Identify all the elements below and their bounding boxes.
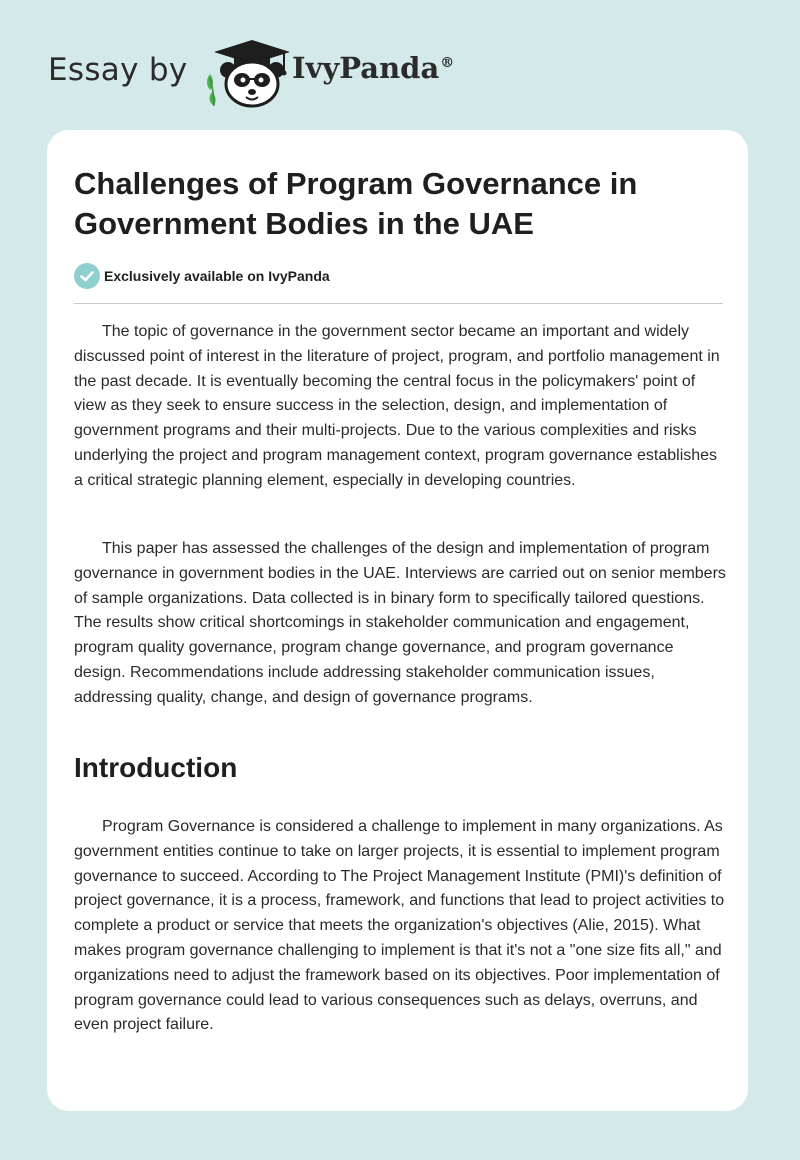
brand-header[interactable]	[48, 34, 568, 114]
brand-name	[292, 51, 454, 85]
article-title: Challenges of Program Governance in Government Bodies in the UAE	[74, 166, 638, 241]
brand-name-text: IvyPanda	[292, 51, 440, 85]
badge-label: Exclusively available on IvyPanda	[104, 268, 330, 284]
article-card	[47, 130, 748, 1111]
section-heading-introduction: Introduction	[74, 752, 238, 783]
divider	[74, 303, 723, 304]
ivypanda-logo-icon	[200, 34, 300, 110]
paragraph-introduction: Program Governance is considered a challenge to implement in many organizations. As government entities continue to take on larger projects, it is essential to implement program governance to succeed. According to The Project Management Institute (PMI)'s definition of project governance, it is a process, framework, and functions that lead to project activities to complete a product or service that meets the organization's objectives (Alie, 2015). What makes program governance challenging to implement is that it's not a "one size fits all," and organizations need to adjust the framework based on its objectives. Poor implementation of program governance could lead to various consequences such as delays, overruns, and even project failure.	[74, 818, 725, 1034]
paragraph-abstract-2: This paper has assessed the challenges of the design and implementation of program governance in government bodies in the UAE. Interviews are carried out on senior members of sample organizations. Data collected is in binary form to specifically tailored questions. The results show critical shortcomings in stakeholder communication and engagement, program quality governance, program change governance, and program governance design. Recommendations include addressing stakeholder communication issues, addressing quality, change, and design of governance programs.	[74, 540, 726, 706]
checkmark-icon	[74, 263, 100, 289]
brand-prefix: Essay by	[48, 52, 188, 88]
registered-mark: ®	[440, 55, 455, 72]
paragraph-abstract-1: The topic of governance in the government sector became an important and widely discussed point of interest in the literature of project, program, and portfolio management in the past decade. It is eventually becoming the central focus in the policymakers' point of view as they seek to ensure success in the selection, design, and implementation of government programs and their multi-projects. Due to the various complexities and risks underlying the project and program management context, program governance establishes a critical strategic planning element, especially in developing countries.	[74, 323, 720, 489]
